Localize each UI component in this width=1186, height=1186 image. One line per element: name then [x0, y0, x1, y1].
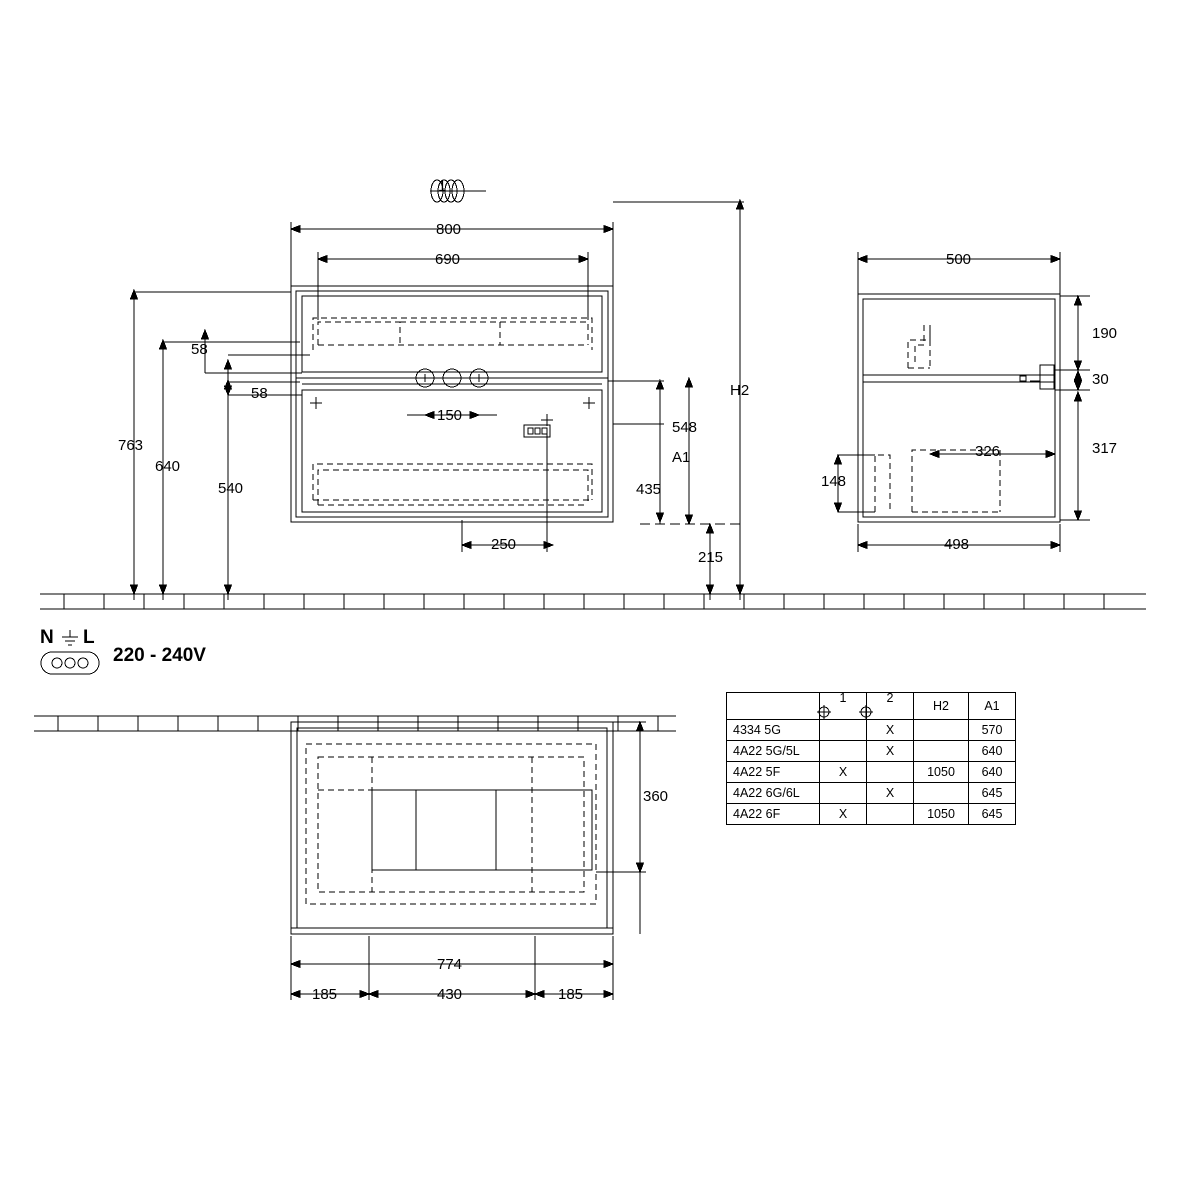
row-name: 4334 5G [727, 720, 820, 741]
row-a1: 645 [969, 783, 1016, 804]
dim-800: 800 [436, 221, 462, 238]
row-name: 4A22 5G/5L [727, 741, 820, 762]
dim-690: 690 [435, 251, 461, 268]
dim-190: 190 [1092, 325, 1118, 342]
dim-500: 500 [946, 251, 972, 268]
dim-58-upper: 58 [191, 341, 208, 358]
dim-250: 250 [491, 536, 517, 553]
row-col1: X [820, 762, 867, 783]
dim-185-left: 185 [312, 986, 338, 1003]
row-col2: X [867, 741, 914, 762]
terminal-n-label: N [40, 627, 54, 648]
dim-317: 317 [1092, 440, 1118, 457]
dim-a1: A1 [672, 449, 691, 466]
table-row [727, 741, 1016, 762]
dim-763: 763 [118, 437, 144, 454]
dim-540: 540 [218, 480, 244, 497]
callout-1-label: 1 [438, 178, 447, 195]
header-blank [727, 693, 820, 720]
dim-430: 430 [437, 986, 463, 1003]
dim-435: 435 [636, 481, 662, 498]
row-col2 [867, 762, 914, 783]
header-a1: A1 [969, 693, 1016, 720]
row-name: 4A22 6G/6L [727, 783, 820, 804]
table-row [727, 783, 1016, 804]
terminal-l-label: L [83, 627, 95, 648]
dim-185-right: 185 [558, 986, 584, 1003]
row-a1: 640 [969, 741, 1016, 762]
row-col2 [867, 804, 914, 825]
table-row [727, 804, 1016, 825]
spec-table [726, 692, 1016, 825]
table-header-row [727, 693, 1016, 720]
dim-h2: H2 [730, 382, 750, 399]
row-name: 4A22 6F [727, 804, 820, 825]
dim-58-lower: 58 [251, 385, 268, 402]
row-h2: 1050 [914, 762, 969, 783]
dim-148: 148 [821, 473, 847, 490]
dim-326: 326 [975, 443, 1001, 460]
dim-640: 640 [155, 458, 181, 475]
dim-360: 360 [643, 788, 669, 805]
header-h2: H2 [914, 693, 969, 720]
header-1: 1 [820, 693, 867, 720]
row-h2 [914, 741, 969, 762]
table-row [727, 720, 1016, 741]
row-col1 [820, 741, 867, 762]
header-2: 2 [867, 693, 914, 720]
row-col1: X [820, 804, 867, 825]
row-h2 [914, 720, 969, 741]
voltage-label: 220 - 240V [113, 645, 206, 666]
row-name: 4A22 5F [727, 762, 820, 783]
table-row [727, 762, 1016, 783]
row-col1 [820, 783, 867, 804]
dim-498: 498 [944, 536, 970, 553]
dim-774: 774 [437, 956, 463, 973]
row-h2 [914, 783, 969, 804]
row-col2: X [867, 720, 914, 741]
row-h2: 1050 [914, 804, 969, 825]
dim-215: 215 [698, 549, 724, 566]
row-a1: 640 [969, 762, 1016, 783]
dim-548: 548 [672, 419, 698, 436]
row-a1: 645 [969, 804, 1016, 825]
row-col1 [820, 720, 867, 741]
dim-150: 150 [437, 407, 463, 424]
row-a1: 570 [969, 720, 1016, 741]
dim-30: 30 [1092, 371, 1109, 388]
row-col2: X [867, 783, 914, 804]
